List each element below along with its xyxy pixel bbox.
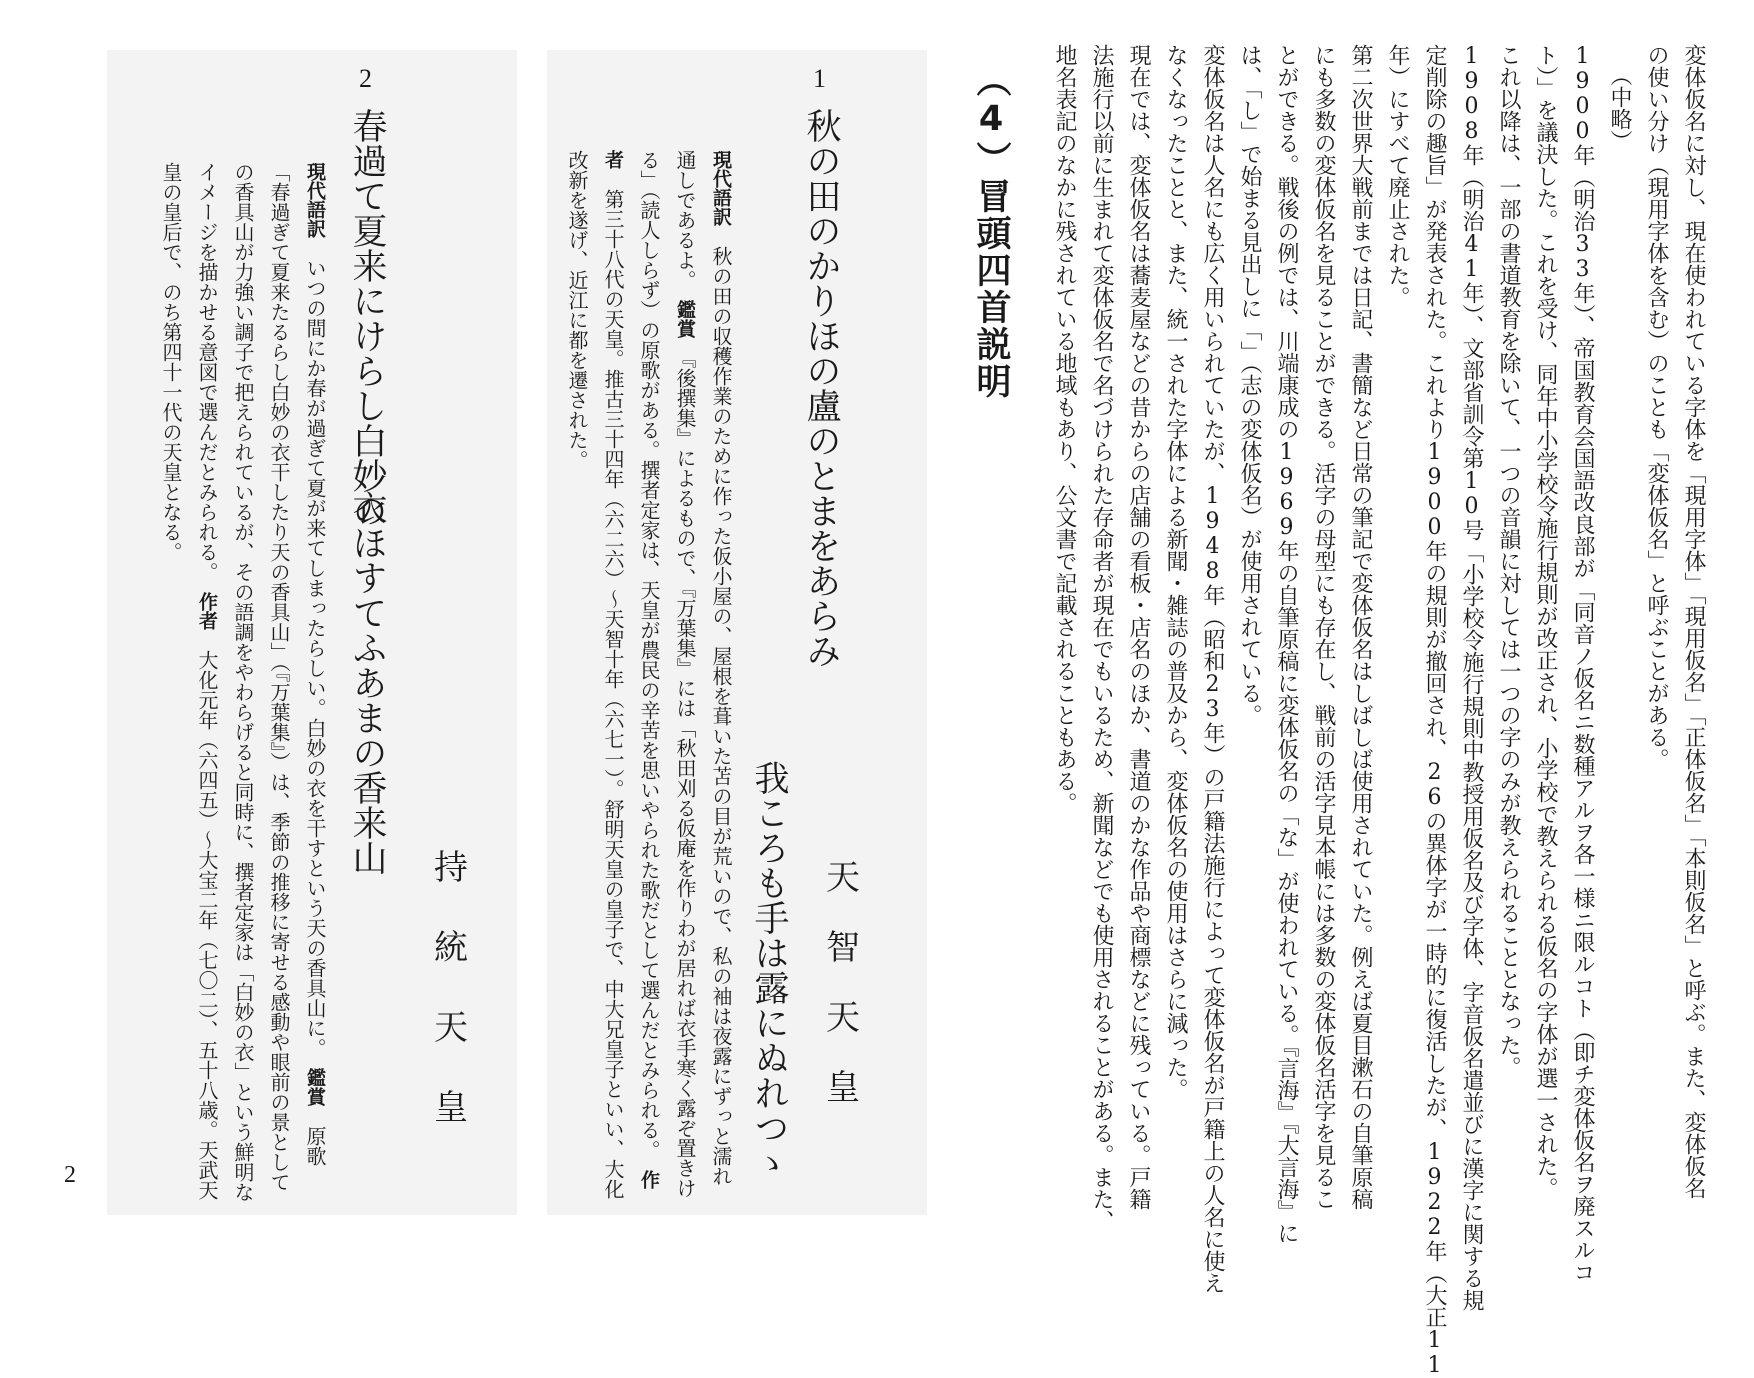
essay-column: の使い分け（現用字体を含む）のことも「変体仮名」と呼ぶことがある。 xyxy=(1644,44,1669,770)
poem-2-author-char: 皇 xyxy=(434,1088,468,1128)
essay-column: とができる。戦後の例では、川端康成の1969年の自筆原稿に変体仮名の「な」が使われている。『言海』『大言海』に xyxy=(1274,44,1299,1244)
poem-2-upper-verse: 春過て夏来にけらし白妙の xyxy=(347,108,387,528)
poem-1-author-char: 皇 xyxy=(826,1068,860,1108)
essay-column: 地名表記のなかに残されている地域もあり、公文書で記載されることもある。 xyxy=(1052,44,1077,814)
poem-1-number: 1 xyxy=(813,64,826,93)
poem-2-author-char: 統 xyxy=(434,928,468,968)
poem-1-author-char: 天 xyxy=(826,858,860,898)
essay-column: 第二次世界大戦前までは日記、書簡など日常の筆記で変体仮名はしばしば使用されていた。例えば夏目漱石の自筆原稿 xyxy=(1348,44,1373,1210)
appreciation-text: 原歌「春過ぎて夏来たるらし白妙の衣干したり天の香具山」（『万葉集』）は、季節の推移に寄せる感動や眼前の景としての香具山が力強い調子で把えられているが、その語調をやわらげると同時に、撰者定家は「白妙の衣」という鮮明なイメージを描かせる意図で選んだとみられる。 xyxy=(195,162,327,1202)
essay-column: なくなったことと、また、統一された字体による新聞・雑誌の普及から、変体仮名の使用はさらに減った。 xyxy=(1163,44,1188,1100)
essay-column: 現在では、変体仮名は蕎麦屋などの昔からの店舗の看板・店名のほか、書道のかな作品や商標などに残っている。戸籍 xyxy=(1126,44,1151,1210)
appreciation-label: 鑑賞 xyxy=(674,300,696,338)
essay-column: 定削除の趣旨」が発表された。これより1900年の規則が撤回され、26の異体字が一時的に復活したが、1922年（大正11 xyxy=(1422,44,1447,1378)
poem-2-lower-verse: 衣ほすてふあまの香来山 xyxy=(347,490,387,875)
essay-column: 法施行以前に生まれて変体仮名で名づけられた存命者が現在でもいるため、新聞などでも使用されることがある。また、 xyxy=(1089,44,1114,1232)
poem-1-author-char: 天 xyxy=(826,998,860,1038)
poem-1-lower-verse: 我ころも手は露にぬれつゝ xyxy=(749,760,789,1180)
essay-column: 1908年（明治41年）、文部省訓令第10号「小学校令施行規則中教授用仮名及び字体、字音仮名遣並びに漢字に関する規 xyxy=(1459,44,1484,1311)
essay-column: （中略） xyxy=(1607,64,1632,152)
essay-column: は、「し」で始まる見出しに「」（志の変体仮名）が使用されている。 xyxy=(1237,44,1262,726)
author-label: 作者 xyxy=(196,592,218,630)
page-number: 2 xyxy=(64,1162,76,1188)
poem-2-author-char: 天 xyxy=(434,1008,468,1048)
section-heading: （4）冒頭四首説明 xyxy=(971,62,1011,400)
translation-label: 現代語訳 xyxy=(710,150,732,226)
author-note-text: 第三十八代の天皇。推古三十四年（六二六）～天智十年（六七一）。舒明天皇の皇子で、中大兄皇子といい、大化改新を遂げ、近江に都を遷された。 xyxy=(565,150,625,1199)
poem-2-author-char: 持 xyxy=(434,848,468,888)
poem-2-number: 2 xyxy=(359,64,372,93)
translation-text: いつの間にか春が過ぎて夏が来てしまったらしい。白妙の衣を干すという天の香具山に。 xyxy=(303,258,327,1048)
essay-column: 変体仮名に対し、現在使われている字体を「現用字体」「現用仮名」「正体仮名」「本則仮名」と呼ぶ。また、変体仮名 xyxy=(1681,44,1706,1199)
author-note-text: 大化元年（六四五）～大宝二年（七〇二）、五十八歳。天武天皇の皇后で、のち第四十一代の天皇となる。 xyxy=(159,162,219,1200)
essay-column: 年）にすべて廃止された。 xyxy=(1385,44,1410,308)
essay-column: 1900年（明治33年）、帝国教育会国語改良部が「同音ノ仮名ニ数種アルヲ各一様ニ限ルコト（即チ変体仮名ヲ廃スルコ xyxy=(1570,44,1595,1283)
translation-label: 現代語訳 xyxy=(304,162,326,238)
author-label: 作者 xyxy=(602,150,660,1189)
essay-column: ト）」を議決した。これを受け、同年中小学校令施行規則が改正され、小学校で教えられる仮名の字体が選一された。 xyxy=(1533,44,1558,1199)
poem-1-author-char: 智 xyxy=(826,928,860,968)
poem-1-commentary xyxy=(565,150,739,1200)
poem-2-commentary xyxy=(117,162,333,1202)
translation-text: 秋の田の収穫作業のために作った仮小屋の、屋根を葺いた苫の目が荒いので、私の袖は夜露にずっと濡れ通しであるよ。 xyxy=(673,150,733,1186)
poem-1-panel xyxy=(547,50,927,1215)
appreciation-label: 鑑賞 xyxy=(304,1068,326,1106)
essay-column: これ以降は、一部の書道教育を除いて、一つの音韻に対しては一つの字のみが教えられることとなった。 xyxy=(1496,44,1521,1078)
poem-2-panel xyxy=(107,50,517,1215)
appreciation-text: 『後撰集』によるもので、『万葉集』には「秋田刈る仮庵を作りわが居れば衣手寒く露ぞ置きける」（読人しらず）の原歌がある。撰者定家は、天皇が農民の辛苦を思いやられた歌だとして選んだとみられる。 xyxy=(637,150,697,1198)
essay-column: 変体仮名は人名にも広く用いられていたが、1948年（昭和23年）の戸籍法施行によって変体仮名が戸籍上の人名に使え xyxy=(1200,44,1225,1294)
poem-1-upper-verse: 秋の田のかりほの盧のとまをあらみ xyxy=(801,108,841,668)
essay-column: にも多数の変体仮名を見ることができる。活字の母型にも存在し、戦前の活字見本帳には多数の変体仮名活字を見るこ xyxy=(1311,44,1336,1210)
